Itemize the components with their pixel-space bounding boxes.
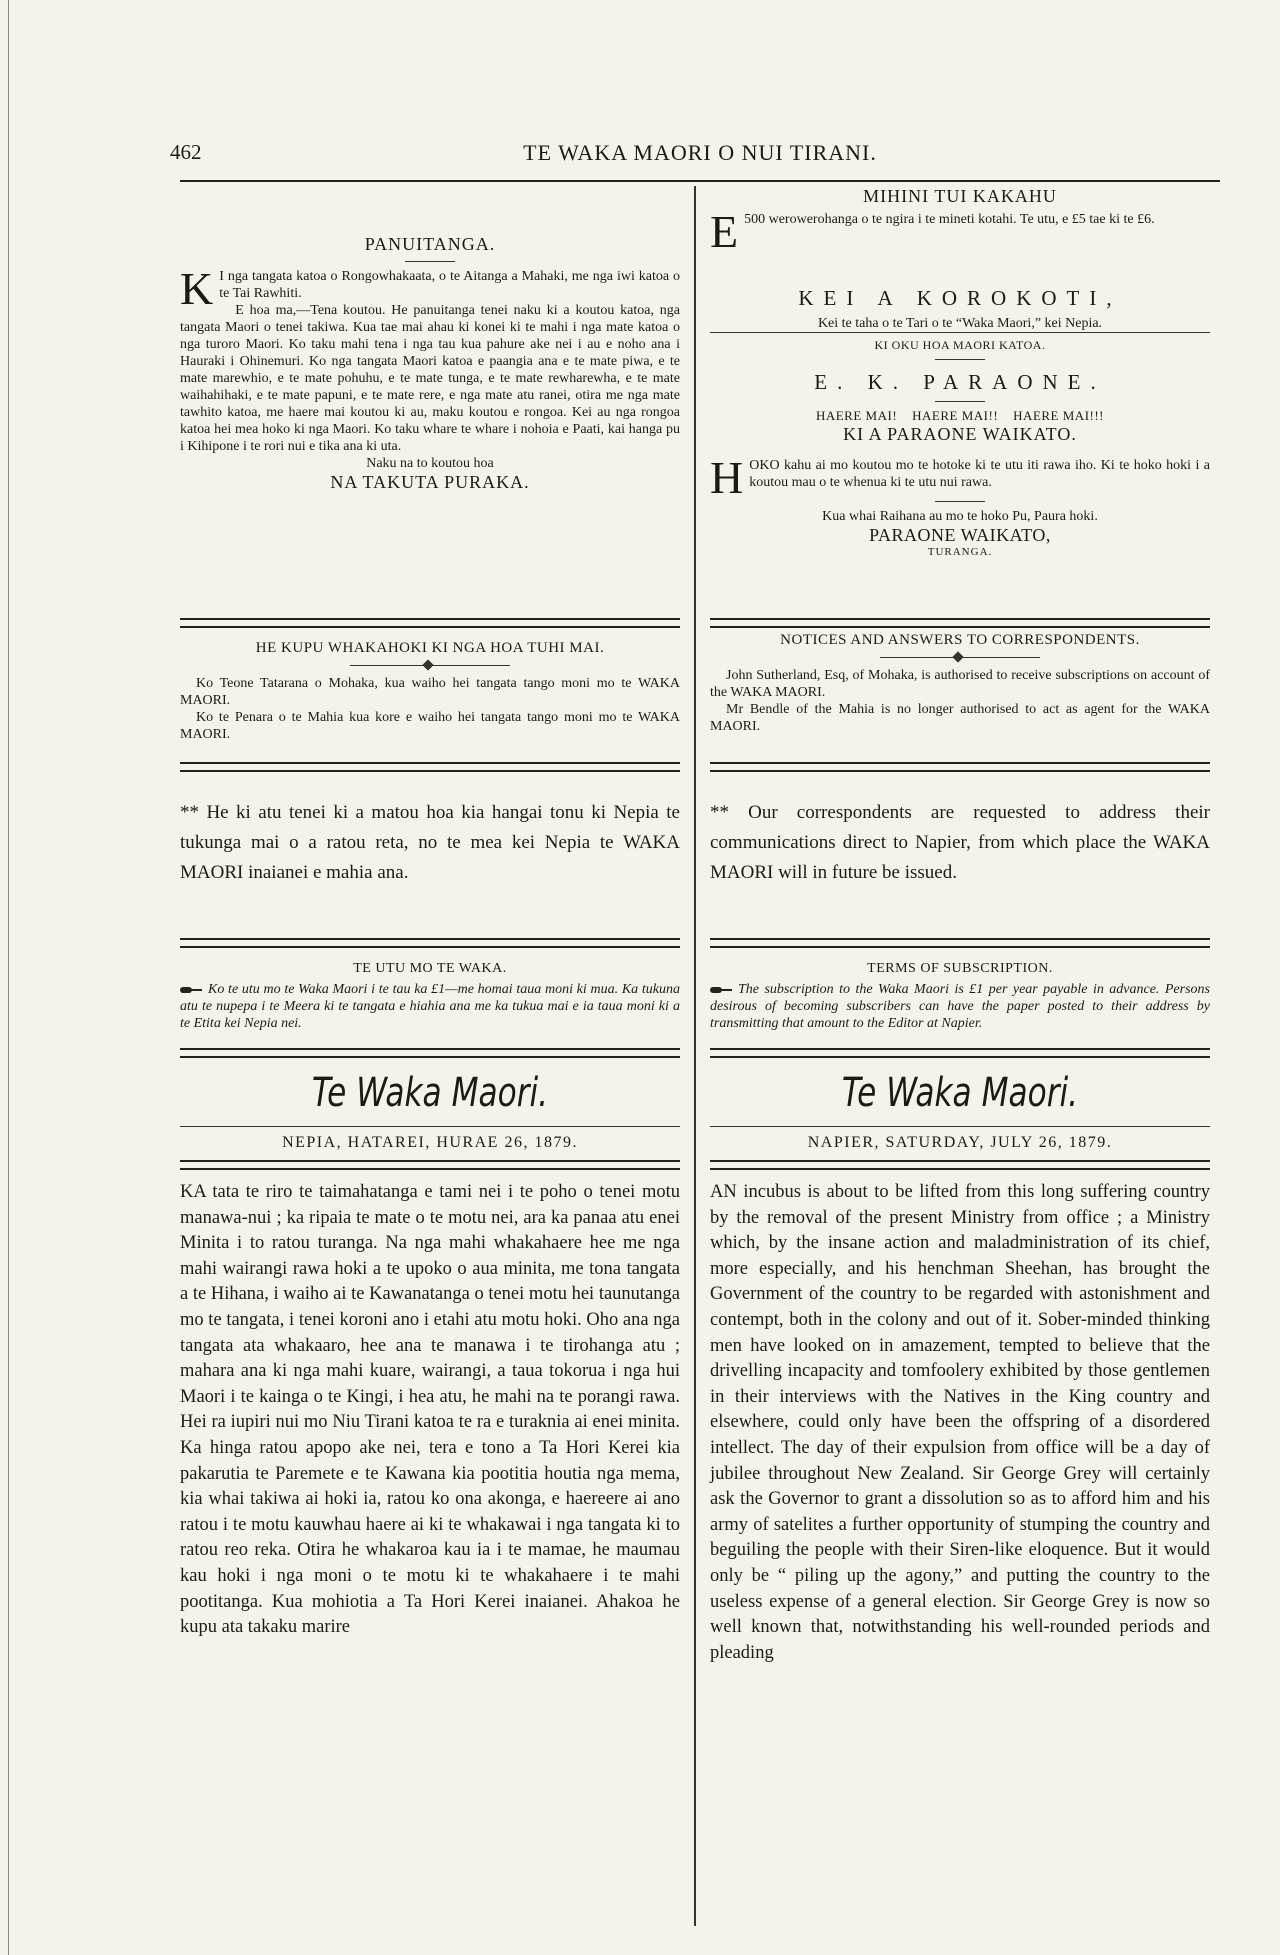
- mihini-ad: [710, 186, 1210, 257]
- pointing-hand-icon: [710, 985, 732, 995]
- left-notice: ** He ki atu tenei ki a matou hoa kia hangai tonu ki Nepia te tukunga mai o a ratou reta, no te mea kei Nepia te WAKA MAORI inaianei e mahia ana.: [180, 802, 680, 883]
- utu-text-wrap: [180, 981, 680, 1032]
- mihini-body: [710, 206, 1210, 257]
- panuitanga-heading: PANUITANGA.: [364, 234, 496, 254]
- notices-line-1: John Sutherland, Esq, of Mohaka, is authorised to receive subscriptions on account of the WAKA MAORI.: [710, 668, 1210, 700]
- right-notice: ** Our correspondents are requested to address their communications direct to Napier, from which place the WAKA MAORI will in future be issued.: [710, 802, 1210, 883]
- kupu-heading: HE KUPU WHAKAHOKI KI NGA HOA TUHI MAI.: [255, 640, 605, 656]
- article-right: AN incubus is about to be lifted from this long suffering country by the removal of the present Ministry from office ; a Ministry which, by the insane action and maladministration of its chief, more especially, and his henchman Sheehan, has brought the Government of the country to be regarded with astonishment and contempt, both in the colony and out of it. Sober-minded thinking men have looked on in amazement, tempted to believe that the drivelling incapacity and tomfoolery exhibited by those gentlemen in their interviews with the Natives in the King country and elsewhere, could only have been the offspring of a disordered intellect. The day of their expulsion from office will be a day of jubilee throughout New Zealand. Sir George Grey will certainly ask the Governor to grant a dissolution so as to afford him and his army of satelites a further opportunity of stumping the country and beguiling the people with their Siren-like eloquence. But it would only be “ piling up the agony,” and putting the country to the useless expense of a general election. Sir George Grey is now so well known that, notwithstanding his well-rounded periods and pleading: [710, 1182, 1210, 1663]
- panuitanga-body: E hoa ma,—Tena koutou. He panuitanga tenei naku ki a koutou katoa, nga tangata Maori o tenei takiwa. Kua tae mai ahau ki konei ki te mahi i nga mate katoa o nga turoro Maori. Ko taku mahi tena i nga tau kua pahure ake nei i au e noho ana i Hauraki i Ohinemuri. Ko nga tangata Maori katoa e paangia ana e te mate piwa, e te mate marewhio, e te mate pohuhu, e te mate tunga, e te mate rewharewha, e te mate waihahihaki, e te mate papuni, e te mate rere, e nga mate atu ranei, otira me nga mate tawhito katoa, me haere mai koutou ki au, maku koutou e rongoa. Kei au nga rongoa katoa hei mea hoko ki nga Maori. Ko taku whare te whare i nohoia e Paati, kai hanga pu i Kihipone i te rori nui e tika ana ki uta.: [180, 303, 680, 454]
- ad-rule: [710, 332, 1210, 333]
- page-header: [170, 136, 1230, 176]
- section-double-rule: [180, 618, 680, 628]
- section-double-rule: [180, 938, 680, 948]
- kupu-line-1: Ko Teone Tatarana o Mohaka, kua waiho hei tangata tango moni mo te WAKA MAORI.: [180, 676, 680, 708]
- notices-line-2: Mr Bendle of the Mahia is no longer authorised to act as agent for the WAKA MAORI.: [710, 702, 1210, 734]
- page-edge-line: [8, 0, 9, 1955]
- utu-text: Ko te utu mo te Waka Maori i te tau ka £1—me homai taua moni ki mua. Ka tukuna atu te nupepa i te Meera ki te tangata e hiahia ana me ka tukua mai e ia taua moni ki a te Etita kei Nepia nei.: [180, 982, 680, 1031]
- dropcap-h: H: [710, 452, 744, 503]
- dropcap-e: E: [710, 206, 739, 257]
- mihini-heading: MIHINI TUI KAKAHU: [863, 186, 1057, 206]
- terms-section: [710, 961, 1210, 1032]
- paraone-whai: Kua whai Raihana au mo te hoko Pu, Paura hoki.: [822, 509, 1098, 524]
- section-double-rule: [180, 762, 680, 772]
- short-rule: [935, 359, 985, 360]
- section-double-rule: [710, 1048, 1210, 1058]
- paraone-text: OKO kahu ai mo koutou mo te hotoke ki te utu iti rawa iho. Ki te hoko hoki i a koutou mau o te whenua ki te utu nui rawa.: [749, 458, 1210, 490]
- masthead-left: Te Waka Maori.: [311, 1070, 549, 1116]
- paraone-name: E. K. PARAONE.: [814, 370, 1106, 394]
- section-double-rule: [710, 1160, 1210, 1170]
- korokoti-ad: [710, 286, 1210, 332]
- column-divider: [694, 186, 696, 1926]
- notices-section: [710, 632, 1210, 735]
- diamond-rule: [880, 653, 1040, 663]
- ki-a-paraone: KI A PARAONE WAIKATO.: [843, 424, 1077, 444]
- kupu-section: [180, 640, 680, 743]
- header-rule: [180, 180, 1220, 182]
- newspaper-page: [170, 0, 1230, 1955]
- short-rule: [405, 261, 455, 262]
- panuitanga-intro: [180, 263, 680, 314]
- dateline-right: NAPIER, SATURDAY, JULY 26, 1879.: [807, 1134, 1113, 1151]
- section-double-rule: [180, 1048, 680, 1058]
- section-double-rule: [710, 618, 1210, 628]
- utu-heading: TE UTU MO TE WAKA.: [353, 961, 507, 976]
- haere-mai-line: HAERE MAI! HAERE MAI!! HAERE MAI!!!: [815, 408, 1105, 423]
- short-rule: [935, 501, 985, 502]
- short-rule: [935, 401, 985, 402]
- terms-text: The subscription to the Waka Maori is £1 per year payable in advance. Persons desirous of becoming subscribers can have the paper posted to their address by transmitting that amount to the Editor at Napier.: [710, 982, 1210, 1031]
- section-double-rule: [710, 938, 1210, 948]
- section-double-rule: [180, 1160, 680, 1170]
- terms-heading: TERMS OF SUBSCRIPTION.: [867, 961, 1053, 976]
- paraone-place: TURANGA.: [927, 546, 993, 558]
- masthead-right: Te Waka Maori.: [841, 1070, 1079, 1116]
- utu-section: [180, 961, 680, 1032]
- kupu-line-2: Ko te Penara o te Mahia kua kore e waiho hei tangata tango moni mo te WAKA MAORI.: [180, 710, 680, 742]
- paraone-tagline: KI OKU HOA MAORI KATOA.: [874, 338, 1046, 352]
- paraone-signature: PARAONE WAIKATO,: [869, 525, 1051, 545]
- dropcap-k: K: [180, 263, 214, 314]
- panuitanga-closing: Naku na to koutou hoa: [366, 456, 494, 471]
- paraone-ad: [710, 338, 1210, 558]
- mihini-text: 500 werowerohanga o te ngira i te mineti kotahi. Te utu, e £5 tae ki te £6.: [744, 212, 1155, 227]
- dateline-left: NEPIA, HATAREI, HURAE 26, 1879.: [282, 1134, 578, 1151]
- korokoti-heading: KEI A KOROKOTI,: [798, 286, 1122, 310]
- diamond-rule: [350, 661, 510, 671]
- panuitanga-notice: [180, 186, 680, 493]
- korokoti-text: Kei te taha o te Tari o te “Waka Maori,” kei Nepia.: [817, 316, 1103, 331]
- section-double-rule: [710, 762, 1210, 772]
- terms-text-wrap: [710, 981, 1210, 1032]
- masthead-rule: [710, 1126, 1210, 1127]
- running-title: TE WAKA MAORI O NUI TIRANI.: [523, 140, 877, 165]
- pointing-hand-icon: [180, 985, 202, 995]
- panuitanga-signature: NA TAKUTA PURAKA.: [330, 472, 530, 492]
- page-number: 462: [170, 140, 202, 164]
- masthead-rule: [180, 1126, 680, 1127]
- paraone-body: [710, 452, 1210, 503]
- notices-heading: NOTICES AND ANSWERS TO CORRESPONDENTS.: [780, 632, 1140, 648]
- panuitanga-intro-text: I nga tangata katoa o Rongowhakaata, o te Aitanga a Mahaki, me nga iwi katoa o te Tai Rawhiti.: [219, 269, 680, 301]
- article-left: KA tata te riro te taimahatanga e tami nei i te poho o tenei motu manawa-nui ; ka ripaia te mate o te motu nei, ara ka panaa atu enei Minita i to ratou turanga. Na nga mahi whakahaere hee me nga mahi wairangi rawa hoki a te upoko o aua minita, me tona tangata a te Hihana, i waiho ai te Kawanatanga o tenei motu hei taunutanga mo te tangata, i tenei koroni ano i etahi atu motu hoki. Oho ana nga tangata ata whakaaro, hee ana te manawa i te tirohanga atu ; mahara ana ki nga mahi kuare, wairangi, a taua tokorua i nga hui Maori i te kainga o te Kingi, i hea atu, he mahi na te porangi rawa. Hei ra iupiri nui mo Niu Tirani katoa te ra e turaknia ai enei minita. Ka hinga ratou apopo ake nei, tera e tono a Ta Hori Kerei kia pakarutia te Paremete e te Kawana kia pootitia houtia nga mema, kia whai takiwa ai hoki ia, ratou ko ona akonga, e haereere ai ano ratou i te motu kauwhau haere ai ki te whakawai i nga tangata ki to ratou reo reka. Otira he whakaroa kau ia i te mamae, he maumau kau hoki i nga moni o te motu ki te whakahaere i te mahi pootitanga. Kua mohiotia a Ta Hori Kerei inaianei. Ahakoa he kupu ata takaku marire: [180, 1182, 680, 1638]
